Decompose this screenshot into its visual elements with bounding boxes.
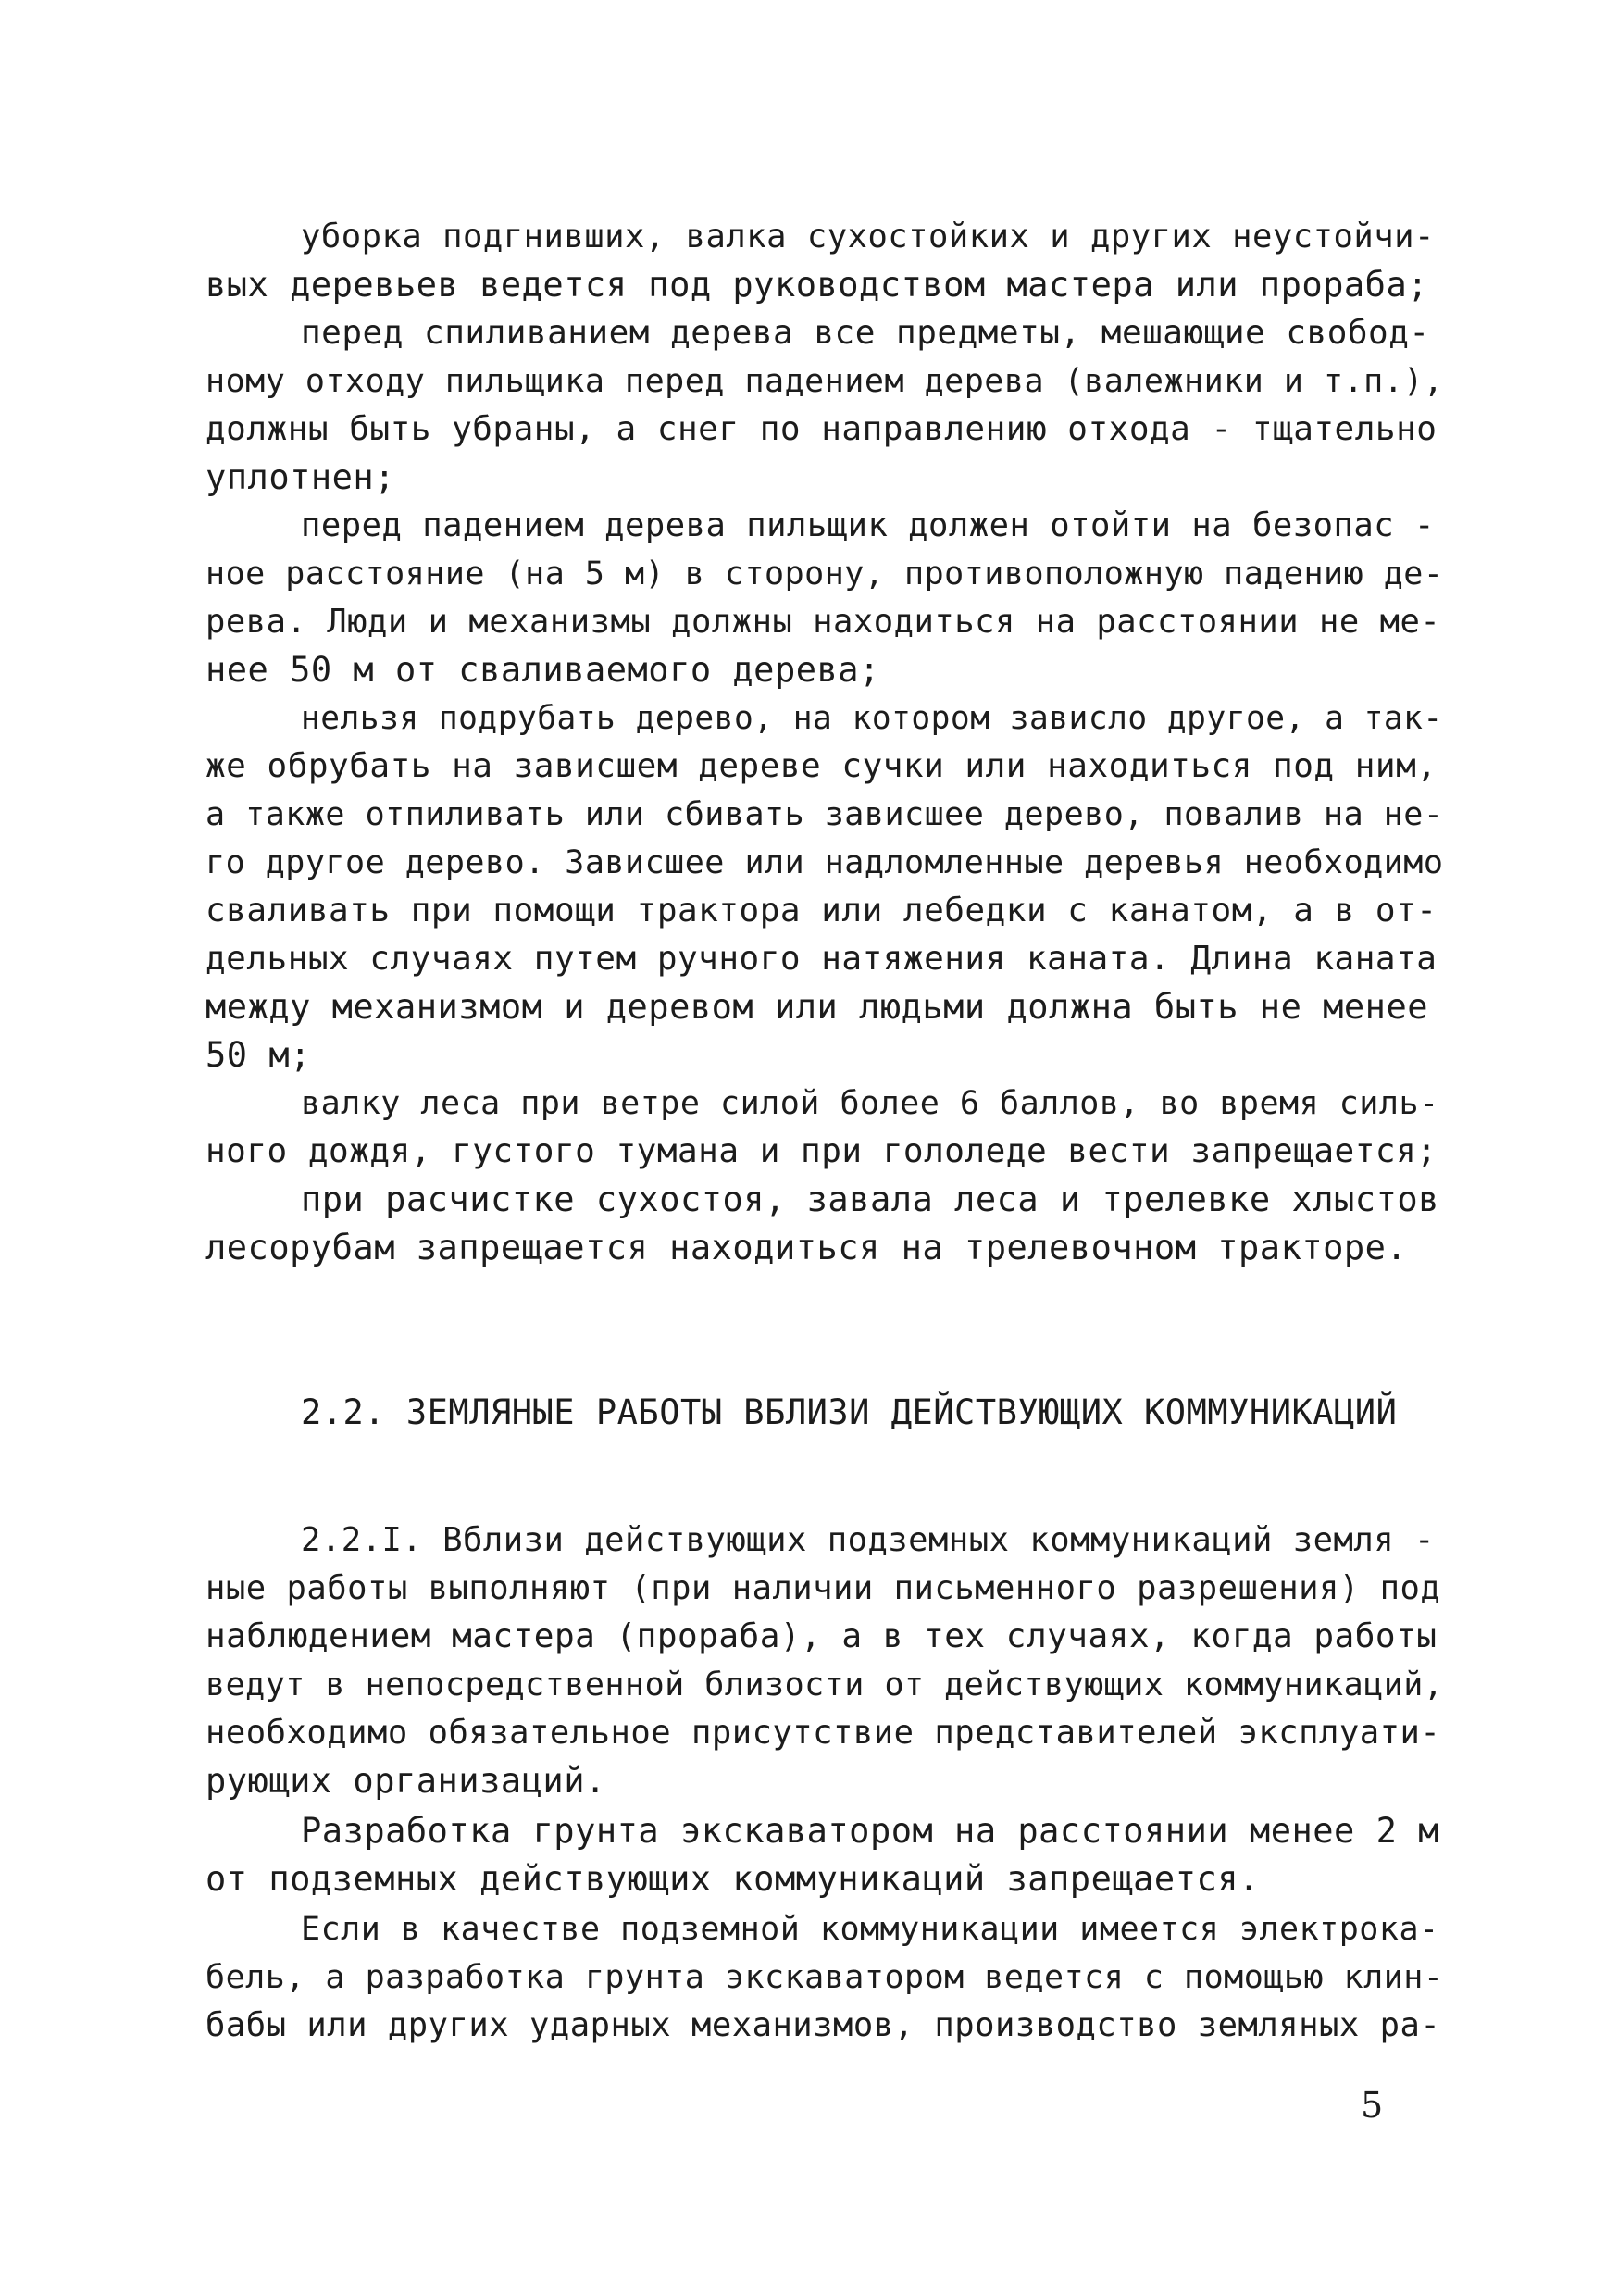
text-line: нельзя подрубать дерево, на котором зависло другое, а так- <box>301 700 1443 737</box>
text-line: бель, а разработка грунта экскаватором ведется с помощью клин- <box>205 1959 1444 1996</box>
text-line: сваливать при помощи трактора или лебедки с канатом, а в от- <box>205 892 1438 930</box>
text-line: должны быть убраны, а снег по направлению отхода - тщательно <box>205 410 1438 448</box>
text-line: а также отпиливать или сбивать зависшее дерево, повалив на не- <box>205 796 1444 833</box>
text-line: ведут в непосредственной близости от действующих коммуникаций, <box>205 1666 1444 1703</box>
text-line: между механизмом и деревом или людьми должна быть не менее <box>205 987 1429 1027</box>
text-line: наблюдением мастера (прораба), а в тех случаях, когда работы <box>205 1617 1438 1655</box>
text-line: 50 м; <box>205 1035 311 1075</box>
text-line: от подземных действующих коммуникаций запрещается. <box>205 1859 1260 1899</box>
text-line: Разработка грунта экскаватором на расстоянии менее 2 м <box>301 1811 1439 1851</box>
text-line: же обрубать на зависшем дереве сучки или находиться под ним, <box>205 747 1438 785</box>
page-number: 5 <box>1361 2085 1384 2126</box>
text-line: Если в качестве подземной коммуникации имеется электрока- <box>301 1911 1439 1948</box>
text-line: ное расстояние (на 5 м) в сторону, противоположную падению де- <box>205 555 1444 593</box>
text-line: бабы или других ударных механизмов, производство земляных ра- <box>205 2006 1441 2044</box>
text-line: валку леса при ветре силой более 6 баллов, во время силь- <box>301 1085 1439 1122</box>
text-line: перед спиливанием дерева все предметы, мешающие свобод- <box>301 314 1430 352</box>
text-line: уплотнен; <box>205 457 395 497</box>
text-line: необходимо обязательное присутствие представителей эксплуати- <box>205 1714 1441 1752</box>
text-line: 2.2.I. Вблизи действующих подземных коммуникаций земля - <box>301 1521 1435 1559</box>
text-line: ные работы выполняют (при наличии письменного разрешения) под <box>205 1569 1441 1607</box>
text-line: рева. Люди и механизмы должны находиться на расстоянии не ме- <box>205 603 1441 641</box>
text-line: перед падением дерева пильщик должен отойти на безопас - <box>301 506 1435 544</box>
text-line: вых деревьев ведется под руководством мастера или прораба; <box>205 265 1429 305</box>
text-line: уборка подгнивших, валка сухостойких и других неустойчи- <box>301 218 1435 256</box>
text-line: рующих организаций. <box>205 1761 606 1801</box>
text-line: ному отходу пильщика перед падением дерева (валежники и т.п.), <box>205 363 1444 400</box>
text-line: дельных случаях путем ручного натяжения каната. Длина каната <box>205 940 1438 978</box>
text-line: го другое дерево. Зависшее или надломленные деревья необходимо <box>205 844 1444 881</box>
text-line: нее 50 м от сваливаемого дерева; <box>205 650 880 690</box>
text-line: ного дождя, густого тумана и при гололеде вести запрещается; <box>205 1132 1438 1170</box>
text-line: лесорубам запрещается находиться на трелевочном тракторе. <box>205 1228 1408 1267</box>
section-heading: 2.2. ЗЕМЛЯНЫЕ РАБОТЫ ВБЛИЗИ ДЕЙСТВУЮЩИХ КОММУНИКАЦИЙ <box>301 1392 1398 1432</box>
text-line: при расчистке сухостоя, завала леса и трелевке хлыстов <box>301 1179 1439 1219</box>
